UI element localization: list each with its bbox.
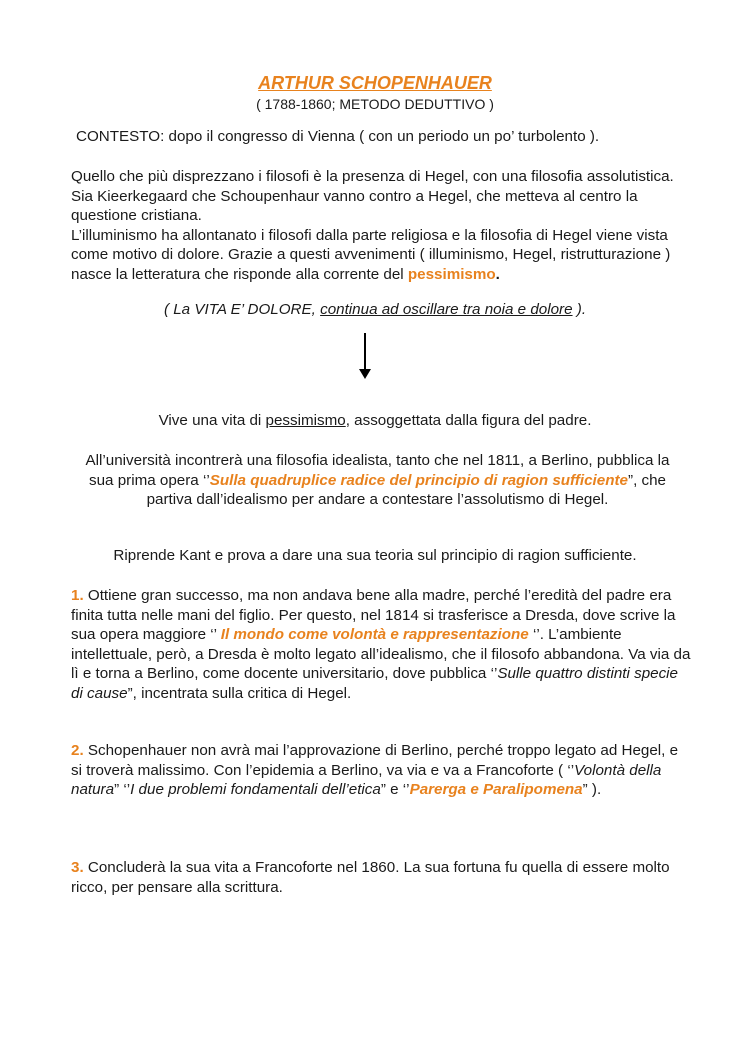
universita-post: ”, che partiva dall’idealismo per andare a contestare l’assolutismo di Hegel. xyxy=(146,471,666,509)
point-1-paragraph xyxy=(71,586,691,704)
point-1-text-1: Ottiene gran successo, ma non andava bene alla madre, perché l’eredità del padre era finita tutta nelle mani del figlio. Per questo, nel 1814 si trasferisce a Dresda, dove scrive la sua opera maggiore ‘’ xyxy=(71,587,676,644)
universita-paragraph xyxy=(80,451,675,510)
motto-underlined: continua ad oscillare tra noia e dolore xyxy=(320,301,573,318)
kant-paragraph: Riprende Kant e prova a dare una sua teoria sul principio di ragion sufficiente. xyxy=(113,547,637,564)
page-title: ARTHUR SCHOPENHAUER xyxy=(258,73,492,93)
intro-text-1: Quello che più disprezzano i filosofi è la presenza di Hegel, con una filosofia assolutistica. Sia Kieerkegaard che Schoupenhaur vanno contro a Hegel, che metteva al centro la questione cristiana. xyxy=(71,168,674,225)
motto-close: ). xyxy=(572,301,587,318)
point-3-text-1: Concluderà la sua vita a Francoforte nel 1860. La sua fortuna fu quella di essere molto ricco, per pensare alla scrittura. xyxy=(71,859,670,896)
point-2-number: 2. xyxy=(71,742,84,759)
point-2-text-4: ” ). xyxy=(582,781,602,799)
vita-pre: Vive una vita di xyxy=(158,412,266,429)
intro-text-2-body: L’illuminismo ha allontanato i filosofi dalla parte religiosa e la filosofia di Hegel viene vista come motivo di dolore. Grazie a questi avvenimenti ( illuminismo, Hegel, ristrutturazione ) nasce la letteratura che risponde alla corrente del xyxy=(71,226,671,283)
vita-paragraph xyxy=(65,411,685,431)
point-1-work-1: Il mondo come volontà e rappresentazione xyxy=(220,626,529,644)
motto-line xyxy=(90,300,660,320)
point-1-text-2: ‘’. L’ambiente intellettuale, però, a Dresda è molto legato all’idealismo, che il filosofo abbandona. Va via da lì e torna a Berlino, come docente universitario, dove pubblica ‘’ xyxy=(71,626,691,683)
universita-pre: All’università incontrerà una filosofia idealista, tanto che nel 1811, a Berlino, pubblica la sua prima opera ‘’ xyxy=(85,452,670,489)
point-1-text-3: ”, incentrata sulla critica di Hegel. xyxy=(127,684,352,702)
point-2-work-1: Volontà della natura xyxy=(71,761,662,799)
intro-paragraph xyxy=(71,167,691,285)
arrow-down-icon xyxy=(357,333,373,379)
point-2-work-2: I due problemi fondamentali dell’etica xyxy=(130,781,381,799)
point-2-text-1: Schopenhauer non avrà mai l’approvazione di Berlino, perché troppo legato ad Hegel, e si troverà malissimo. Con l’epidemia a Berlino, va via e va a Francoforte ( ‘’ xyxy=(71,742,679,779)
point-1-number: 1. xyxy=(71,587,84,604)
pessimismo-highlight: pessimismo xyxy=(407,265,496,283)
vita-underlined: pessimismo xyxy=(265,412,346,429)
point-2-work-3: Parerga e Paralipomena xyxy=(409,781,583,799)
page-subtitle: ( 1788-1860; METODO DEDUTTIVO ) xyxy=(256,96,494,112)
point-3-paragraph xyxy=(71,858,691,897)
intro-text-2 xyxy=(71,226,691,285)
point-1-work-2: Sulle quattro distinti specie di cause xyxy=(71,665,679,702)
point-2-text-3: ” e ‘’ xyxy=(380,781,410,799)
point-2-text-2: ” ‘’ xyxy=(114,781,131,799)
vita-post: , assoggettata dalla figura del padre. xyxy=(345,412,592,429)
universita-work-title: Sulla quadruplice radice del principio di ragion sufficiente xyxy=(209,471,629,489)
intro-period: . xyxy=(495,265,500,283)
motto-open: ( La VITA E’ DOLORE, xyxy=(163,301,321,318)
point-3-number: 3. xyxy=(71,859,84,876)
point-2-paragraph xyxy=(71,741,691,800)
contesto-paragraph: CONTESTO: dopo il congresso di Vienna ( con un periodo un po’ turbolento ). xyxy=(76,128,600,145)
